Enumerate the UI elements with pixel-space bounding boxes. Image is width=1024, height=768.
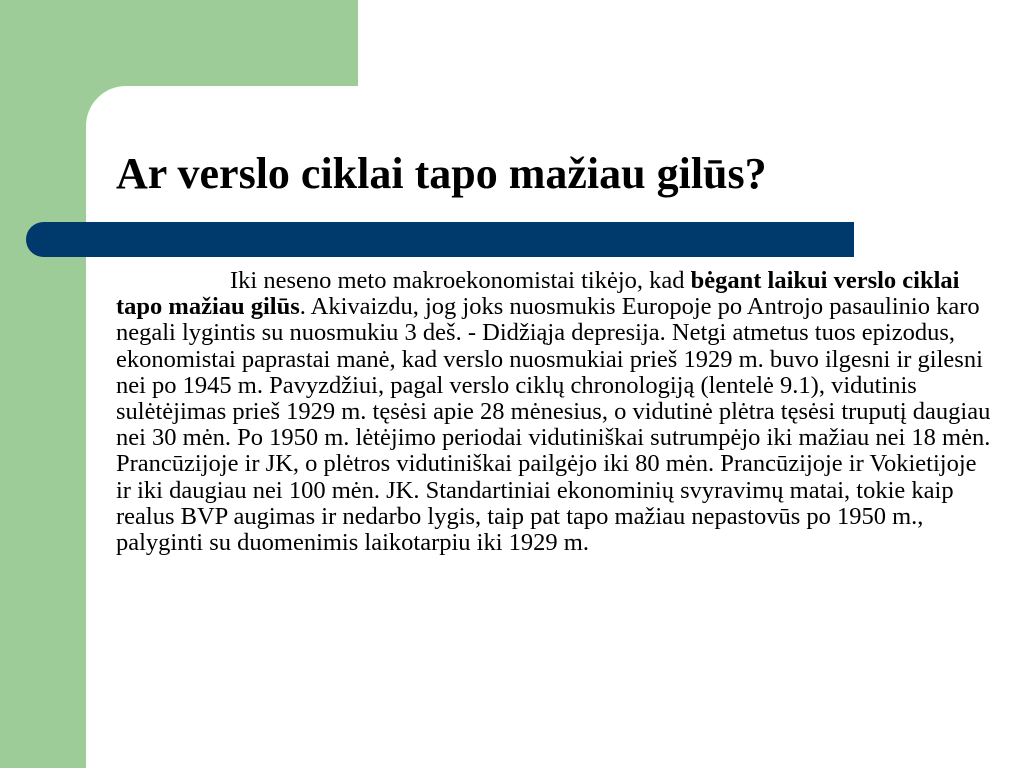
slide-title: Ar verslo ciklai tapo mažiau gilūs? (116, 149, 767, 198)
paragraph-emphasis: bėgant laikui verslo ciklai tapo mažiau gilūs (116, 267, 960, 321)
title-underline-bar (26, 222, 854, 257)
paragraph-rest: . Akivaizdu, jog joks nuosmukis Europoje po Antrojo pasaulinio karo negali lygintis su nuosmukiu 3 deš. - Didžiąja depresija. Netgi atmetus tuos epizodus, ekonomistai paprastai manė, kad verslo nuosmukiai prieš 1929 m. buvo ilgesni ir gilesni nei po 1945 m. Pavyzdžiui, pagal verslo ciklų chronologiją (lentelė 9.1), vidutinis sulėtėjimas prieš 1929 m. tęsėsi apie 28 mėnesius, o vidutinė plėtra tęsėsi truputį daugiau nei 30 mėn. Po 1950 m. lėtėjimo periodai vidutiniškai sutrumpėjo iki mažiau nei 18 mėn. Prancūzijoje ir JK, o plėtros vidutiniškai pailgėjo iki 80 mėn. Prancūzijoje ir Vokietijoje ir iki daugiau nei 100 mėn. JK. Standartiniai ekonominių svyravimų matai, tokie kaip realus BVP augimas ir nedarbo lygis, taip pat tapo mažiau nepastovūs po 1950 m., palyginti su duomenimis laikotarpiu iki 1929 m. (116, 293, 991, 557)
body-paragraph (116, 268, 996, 556)
paragraph-intro: Iki neseno meto makroekonomistai tikėjo, kad (230, 267, 691, 294)
